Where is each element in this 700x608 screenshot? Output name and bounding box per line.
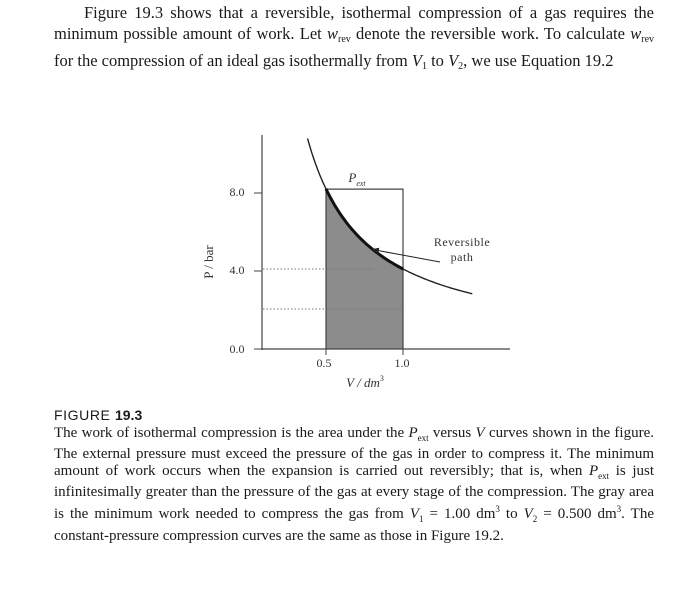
y-tick-label-8: 8.0 — [229, 185, 245, 199]
x-axis-label: V / $dm^3$ — [346, 374, 384, 390]
caption-text: The work of isothermal compression is the area under the $P_{ext}$ versus V curves shown in the figure. The external pressure must exceed the pressure of the gas in order to compress it. The minimum amount of work occurs when the expansion is carried out reversibly; that is, when $P_{ext}$ is just infinitesimally greater than the pressure of the gas at every stage of the compression. The gray area is the minimum work needed to compress the gas from $V_1 = 1.00$ $dm^3$ to $V_2 = 0.500$ $dm^3$. The constant-pressure compression curves are the same as those in Figure 19.2. — [54, 424, 654, 544]
figure-caption — [54, 407, 654, 544]
y-tick-label-0: 0.0 — [229, 342, 245, 356]
reversible-path-label: Reversible — [433, 235, 491, 249]
y-axis-label: P / bar — [201, 245, 216, 279]
reversible-path-label-2: path — [450, 250, 474, 264]
y-tick-label-4: 4.0 — [229, 263, 245, 277]
x-tick-label-0-5: 0.5 — [316, 356, 332, 370]
x-tick-label-1-0: 1.0 — [394, 356, 410, 370]
pext-label: $P_{ext}$ — [348, 170, 366, 188]
intro-paragraph: Figure 19.3 shows that a reversible, isothermal compression of a gas requires the minimum possible amount of work. Let $w_{rev}$ denote the reversible work. To calculate $w_{rev}$ for the compression of an ideal gas isothermally from $V_1$ to $V_2$, we use Equation 19.2 — [54, 3, 655, 72]
caption-label: FIGURE 19.3 — [54, 407, 143, 423]
